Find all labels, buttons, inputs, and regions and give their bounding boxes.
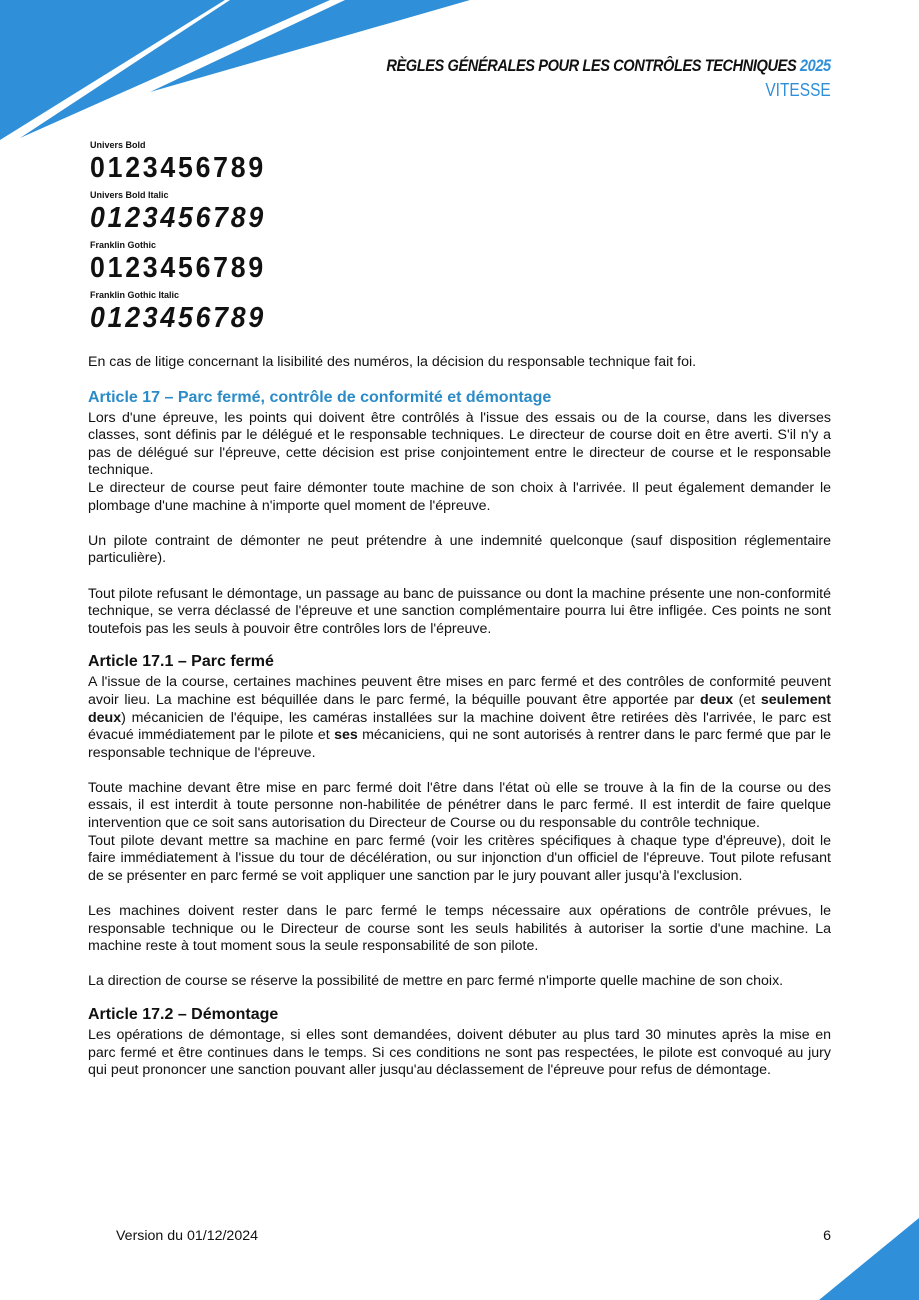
page-number: 6	[823, 1228, 831, 1244]
paragraph: Tout pilote devant mettre sa machine en parc fermé (voir les critères spécifiques à chaque type d'épreuve), doit le faire immédiatement à l'issue du tour de décélération, ou sur injonction d'un officiel de l'épreuve. Tout pilote refusant de se présenter en parc fermé se voit appliquer une sanction par le jury pouvant aller jusqu'à l'exclusion.	[88, 832, 831, 884]
article-17-2-heading: Article 17.2 – Démontage	[88, 1006, 279, 1023]
article-17-1-heading: Article 17.1 – Parc fermé	[88, 653, 274, 671]
font-sample-digits: 0123456789	[90, 302, 266, 334]
font-samples	[90, 140, 281, 340]
document-year: 2025	[800, 56, 831, 75]
corner-decoration-bottom-right	[819, 1218, 919, 1300]
document-title: RÈGLES GÉNÉRALES POUR LES CONTRÔLES TECHNIQUES 2025	[386, 56, 831, 75]
paragraph: Le directeur de course peut faire démonter toute machine de son choix à l'arrivée. Il peut également demander le plombage d'une machine à n'importe quel moment de l'épreuve.	[88, 479, 831, 514]
intro-paragraph: En cas de litige concernant la lisibilité des numéros, la décision du responsable technique fait foi.	[88, 354, 697, 370]
font-label: Franklin Gothic	[90, 240, 157, 250]
font-label: Univers Bold Italic	[90, 190, 169, 200]
font-label: Univers Bold	[90, 140, 146, 150]
page-header	[314, 56, 831, 101]
font-sample-digits: 0123456789	[90, 202, 266, 234]
paragraph: Les machines doivent rester dans le parc fermé le temps nécessaire aux opérations de contrôle prévues, le responsable technique ou le Directeur de course sont les seuls habilités à autoriser la sortie d'une machine. La machine reste à tout moment sous la seule responsabilité de son pilote.	[88, 903, 831, 955]
footer-version: Version du 01/12/2024	[116, 1228, 258, 1244]
paragraph: La direction de course se réserve la possibilité de mettre en parc fermé n'importe quelle machine de son choix.	[88, 973, 784, 990]
font-sample-digits: 0123456789	[90, 252, 266, 284]
paragraph: A l'issue de la course, certaines machines peuvent être mises en parc fermé et des contrôles de conformité peuvent avoir lieu. La machine est béquillée dans le parc fermé, la béquille pouvant être apportée par deux (et seulement deux) mécanicien de l'équipe, les caméras installées sur la machine doivent être retirées dès l'arrivée, le parc est évacué immédiatement par le pilote et ses mécaniciens, qui ne sont autorisés à rentrer dans le parc fermé que par le responsable technique de l'épreuve.	[88, 674, 831, 761]
font-sample-digits: 0123456789	[90, 152, 266, 184]
font-label: Franklin Gothic Italic	[90, 290, 180, 300]
paragraph: Les opérations de démontage, si elles sont demandées, doivent débuter au plus tard 30 minutes après la mise en parc fermé et être continues dans le temps. Si ces conditions ne sont pas respectées, le pilote est convoqué au jury qui peut prononcer une sanction pouvant aller jusqu'au déclassement de l'épreuve pour refus de démontage.	[88, 1027, 831, 1079]
paragraph: Lors d'une épreuve, les points qui doivent être contrôlés à l'issue des essais ou de la course, dans les diverses classes, sont définis par le délégué et le responsable techniques. Le directeur de course doit en être averti. S'il n'y a pas de délégué sur l'épreuve, cette décision est prise conjointement entre le directeur de course et le responsable technique.	[88, 409, 831, 479]
document-subtitle: VITESSE	[765, 80, 831, 100]
paragraph: Un pilote contraint de démonter ne peut prétendre à une indemnité quelconque (sauf disposition réglementaire particulière).	[88, 532, 831, 567]
paragraph: Toute machine devant être mise en parc fermé doit l'être dans l'état où elle se trouve à la fin de la course ou des essais, il est interdit à toute personne non-habilitée de pénétrer dans le parc fermé. Il est interdit de faire quelque intervention que ce soit sans autorisation du Directeur de Course ou du responsable du contrôle technique.	[88, 779, 831, 832]
document-body	[88, 354, 831, 1080]
article-17-heading: Article 17 – Parc fermé, contrôle de conformité et démontage	[88, 388, 552, 406]
paragraph: Tout pilote refusant le démontage, un passage au banc de puissance ou dont la machine présente une non-conformité technique, se verra déclassé de l'épreuve et une sanction complémentaire pourra lui être infligée. Ces points ne sont toutefois pas les seuls à pouvoir être contrôles lors de l'épreuve.	[88, 585, 831, 637]
